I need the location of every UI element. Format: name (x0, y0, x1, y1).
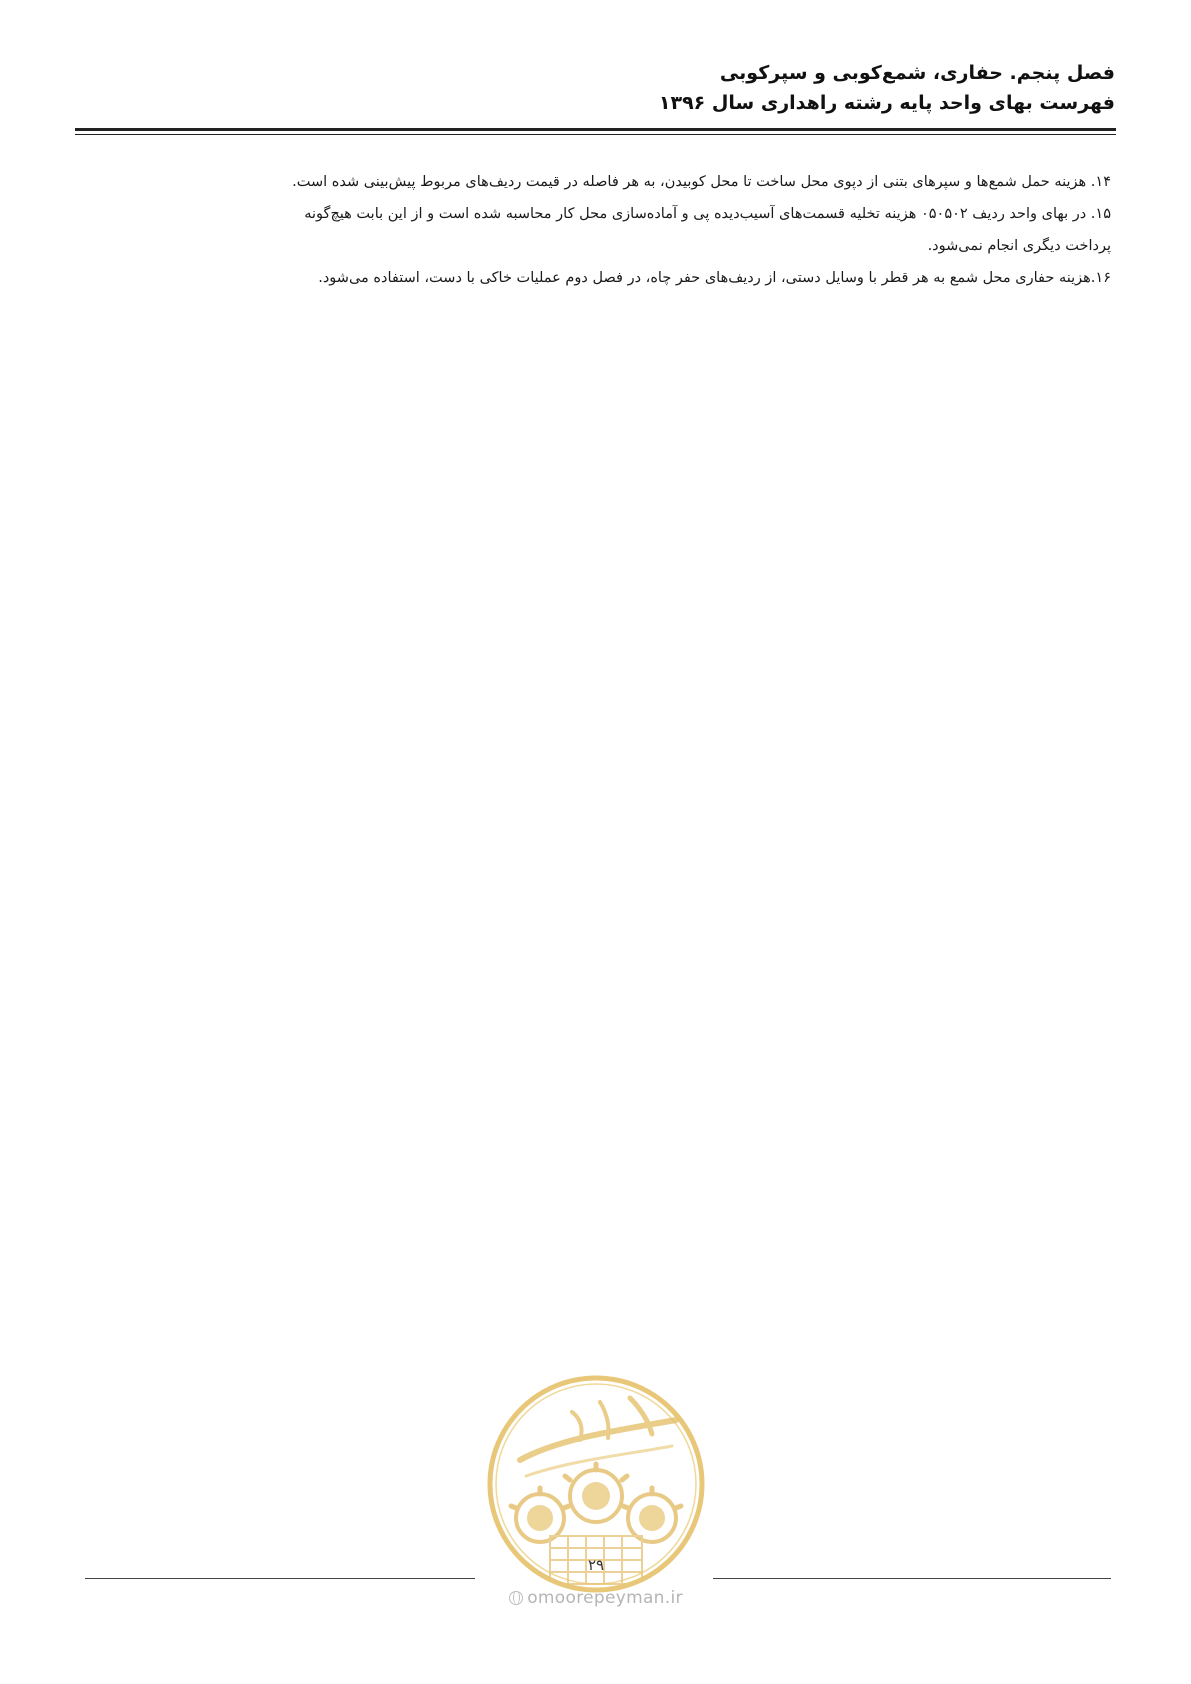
watermark (480, 1588, 712, 1608)
page-number: ۲۹ (587, 1556, 605, 1574)
document-body (76, 166, 1111, 294)
globe-icon (509, 1591, 523, 1605)
watermark-url: omoorepeyman.ir (527, 1588, 683, 1608)
paragraph-16: ۱۶.هزینه حفاری محل شمع به هر قطر با وسایل دستی، از ردیف‌های حفر چاه، در فصل دوم عملیات خاکی با دست، استفاده می‌شود. (318, 270, 1111, 286)
paragraph-14: ۱۴. هزینه حمل شمع‌ها و سپرهای بتنی از دپوی محل ساخت تا محل کوبیدن، به هر فاصله در قیمت ردیف‌های مربوط پیش‌بینی شده است. (292, 174, 1111, 190)
page-header (75, 58, 1115, 118)
paragraph-15-continued: پرداخت دیگری انجام نمی‌شود. (927, 238, 1111, 254)
footer-divider-right (713, 1578, 1111, 1579)
header-divider-thick (75, 128, 1116, 131)
chapter-title: فصل پنجم. حفاری، شمع‌کوبی و سپرکوبی (719, 62, 1115, 84)
header-divider-thin (75, 134, 1116, 135)
footer-divider-left (85, 1578, 475, 1579)
price-list-title: فهرست بهای واحد پایه رشته راهداری سال ۱۳۹۶ (658, 92, 1115, 114)
paragraph-15: ۱۵. در بهای واحد ردیف ۰۵۰۵۰۲ هزینه تخلیه قسمت‌های آسیب‌دیده پی و آماده‌سازی محل کار محاسبه شده است و از این بابت هیچ‌گونه (304, 206, 1111, 222)
